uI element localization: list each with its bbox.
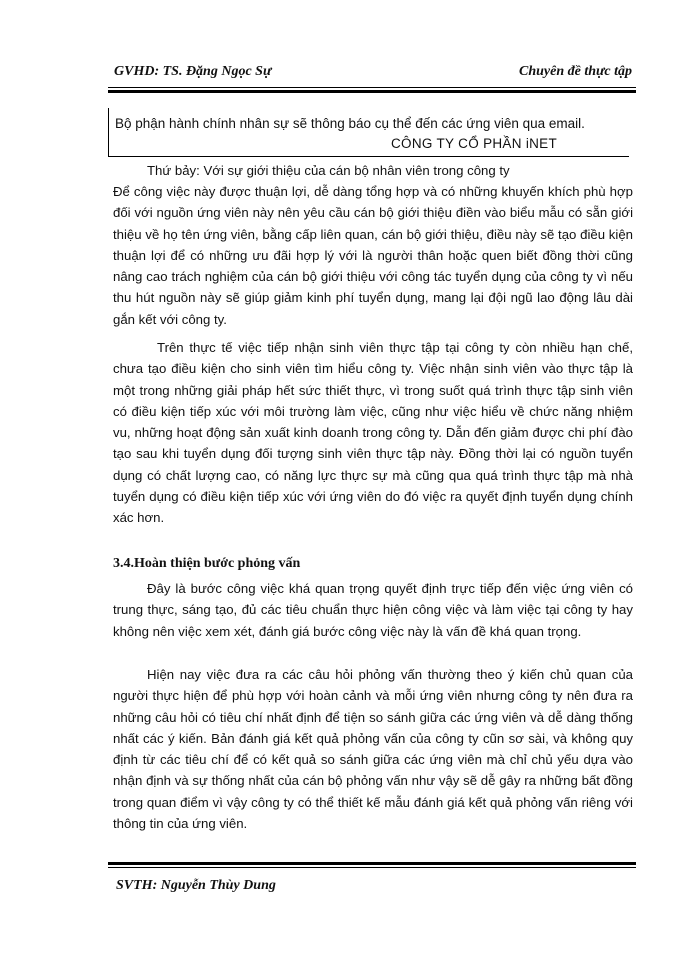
paragraph-interview-questions: Hiện nay việc đưa ra các câu hỏi phỏng vấn thường theo ý kiến chủ quan của người thực hiện để phù hợp với hoàn cảnh và mỗi ứng viên nhưng công ty nên đưa ra những câu hỏi có tiêu chí nhất định để tiện so sánh giữa các ứng viên và dễ dàng thống nhất các ý kiến. Bản đánh giá kết quả phỏng vấn của công ty cũn sơ sài, và không quy định từ các tiêu chí để có kết quả so sánh giữa các ứng viên mà chỉ chủ yếu dựa vào nhận định và sự thống nhất của cán bộ phỏng vấn như vậy sẽ dễ gây ra những bất đồng trong quan điểm vì vậy công ty có thể thiết kế mẫu đánh giá kết quả phỏng vấn riêng với thông tin của ứng viên. — [113, 667, 633, 832]
paragraph-referral: Để công việc này được thuận lợi, dễ dàng tổng hợp và có những khuyến khích phù hợp đối với nguồn ứng viên này nên yêu cầu cán bộ giới thiệu điền vào biểu mẫu có sẵn giới thiệu về họ tên ứng viên, bằng cấp liên quan, cán bộ giới thiệu, điều này sẽ tạo điều kiện thuận lợi để có những ưu đãi hợp lý với là người thân hoặc quen biết đồng thời cũng nâng cao trách nghiệm của cán bộ giới thiệu với công tác tuyển dụng của công ty vì nếu thu hút nguồn này sẽ giúp giảm kinh phí tuyển dụng, mang lại đội ngũ lao động lâu dài gắn kết với công ty. — [113, 184, 633, 327]
footer-student: SVTH: Nguyễn Thùy Dung — [116, 878, 276, 893]
quoted-box — [108, 108, 629, 157]
header-rule-thick — [108, 90, 636, 93]
paragraph-interview-importance: Đây là bước công việc khá quan trọng quyết định trực tiếp đến việc ứng viên có trung thực, sáng tạo, đủ các tiêu chuẩn thực hiện công việc và làm việc tại công ty hay không nên việc xem xét, đánh giá bước công việc này là vấn đề khá quan trọng. — [113, 581, 633, 639]
paragraph-internship: Trên thực tế việc tiếp nhận sinh viên thực tập tại công ty còn nhiều hạn chế, chưa tạo điều kiện cho sinh viên tìm hiểu công ty. Việc nhận sinh viên vào thực tập là một trong những giải pháp hết sức thiết thực, vì trong suốt quá trình thực tập sinh viên có điều kiện tiếp xúc với môi trường làm việc, cũng như việc hiểu về chức năng nhiệm vu, những hoạt động sản xuất kinh doanh trong công ty. Dẫn đến giảm được chi phí đào tạo sau khi tuyển dụng đối tượng sinh viên thực tập này. Đồng thời lại có nguồn tuyển dụng có chất lượng cao, có năng lực thực sự mà cũng qua quá trình thực tập mà nhà tuyển dụng có điều kiện tiếp xúc với ứng viên do đó việc ra quyết định tuyển dụng chính xác hơn. — [113, 340, 633, 526]
section-title: 3.4.Hoàn thiện bước phỏng vấn — [113, 556, 301, 571]
footer-rule-thick — [108, 862, 636, 865]
footer-rule-thin — [108, 867, 636, 868]
header-supervisor: GVHD: TS. Đặng Ngọc Sự — [114, 64, 272, 79]
header-document-type: Chuyên đề thực tập — [518, 64, 632, 79]
box-line-company: CÔNG TY CỔ PHẦN iNET — [391, 136, 558, 151]
header-rule-thin — [108, 87, 636, 88]
box-line-notice: Bộ phận hành chính nhân sự sẽ thông báo cụ thể đến các ứng viên qua email. — [115, 116, 585, 131]
paragraph-intro-seventh: Thứ bảy: Với sự giới thiệu của cán bộ nhân viên trong công ty — [147, 163, 510, 178]
page-header — [108, 64, 636, 88]
